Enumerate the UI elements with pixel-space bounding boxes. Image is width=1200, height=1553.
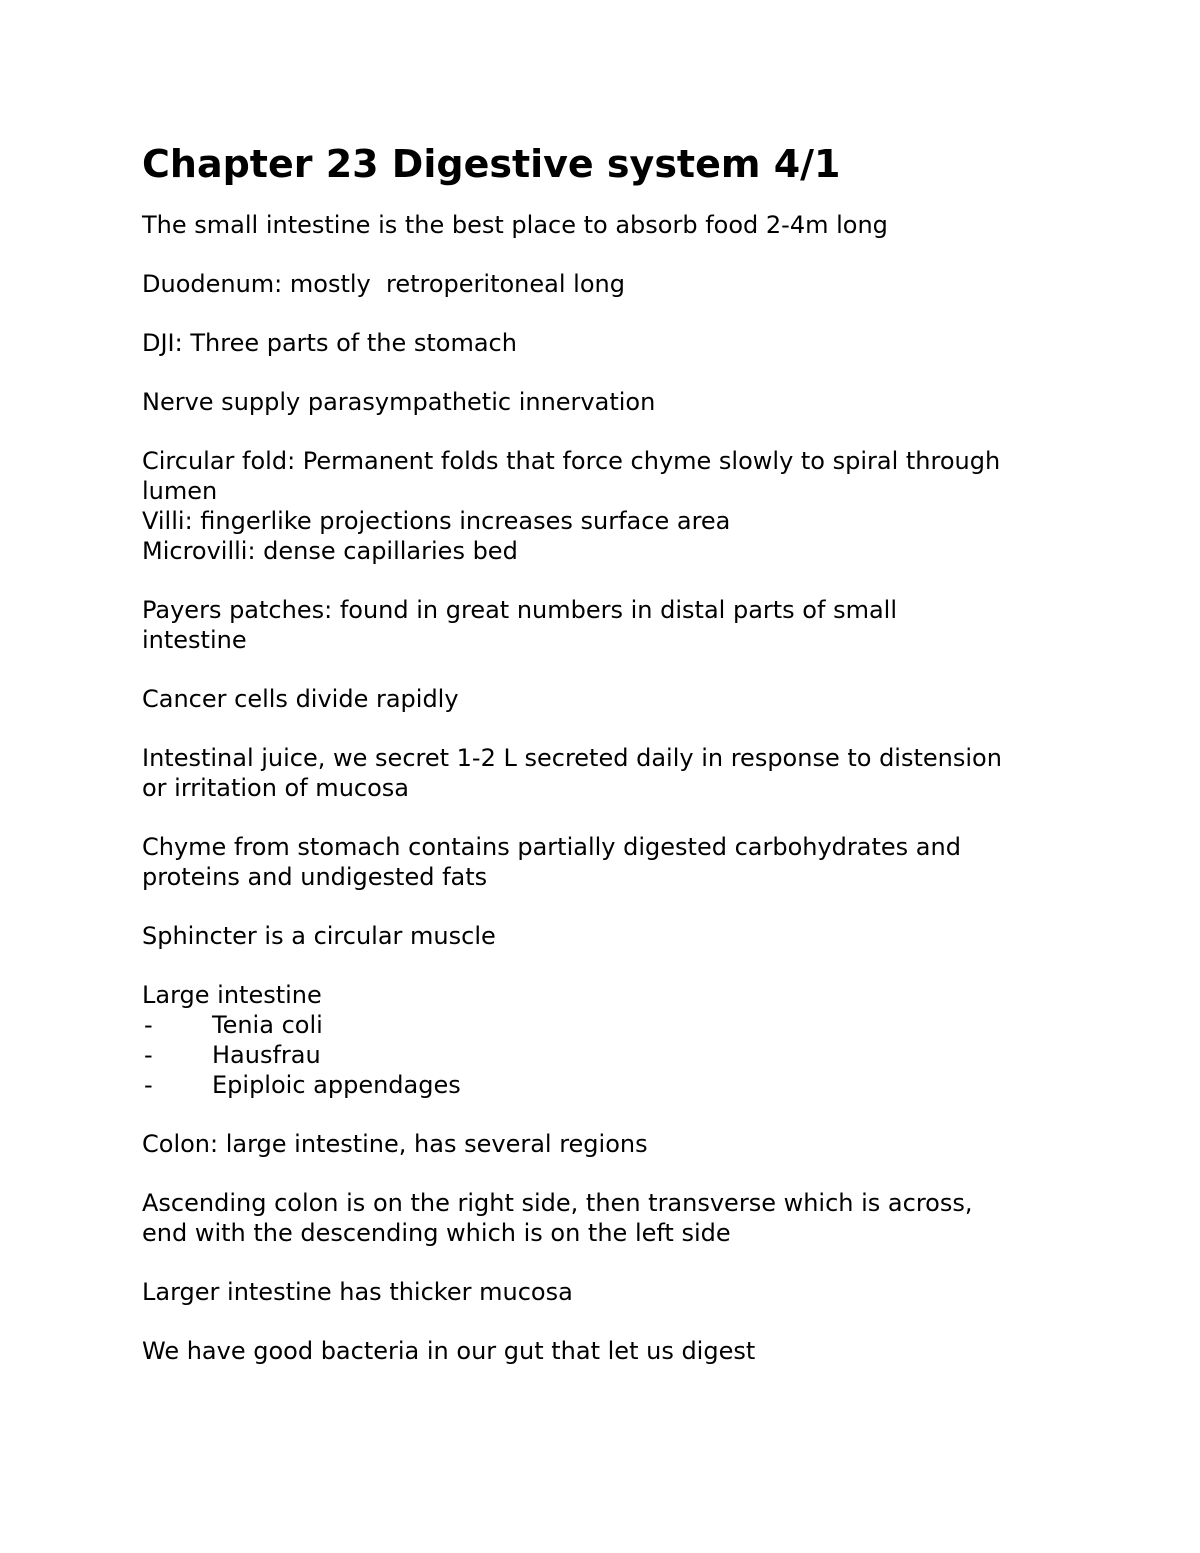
paragraph-cancer-cells: Cancer cells divide rapidly [142,685,459,713]
paragraph-chyme [142,832,1072,892]
document-body [142,140,1072,1395]
payers-line-2: intestine [142,626,247,654]
list-item [142,1040,1072,1070]
circular-fold-line-1: Circular fold: Permanent folds that force chyme slowly to spiral through [142,447,1001,475]
juice-line-2: or irritation of mucosa [142,774,409,802]
bullet-dash: - [144,1041,153,1069]
paragraph-sphincter: Sphincter is a circular muscle [142,922,496,950]
large-intestine-list [142,1010,1072,1100]
paragraph-good-bacteria: We have good bacteria in our gut that let us digest [142,1337,756,1365]
list-item [142,1070,1072,1100]
ascending-line-2: end with the descending which is on the left side [142,1219,731,1247]
paragraph-small-intestine: The small intestine is the best place to absorb food 2-4m long [142,211,888,239]
paragraph-duodenum: Duodenum: mostly retroperitoneal long [142,270,625,298]
large-intestine-heading: Large intestine [142,981,322,1009]
microvilli-line: Microvilli: dense capillaries bed [142,537,518,565]
paragraph-payers-patches [142,595,1072,655]
paragraph-intestinal-juice [142,743,1072,803]
paragraph-ascending-colon [142,1188,1072,1248]
payers-line-1: Payers patches: found in great numbers in distal parts of small [142,596,897,624]
paragraph-dji: DJI: Three parts of the stomach [142,329,517,357]
paragraph-colon: Colon: large intestine, has several regions [142,1130,648,1158]
bullet-dash: - [144,1071,153,1099]
list-item-text: Hausfrau [212,1041,321,1069]
paragraph-nerve-supply: Nerve supply parasympathetic innervation [142,388,656,416]
villi-line: Villi: fingerlike projections increases surface area [142,507,731,535]
chyme-line-2: proteins and undigested fats [142,863,488,891]
list-item [142,1010,1072,1040]
list-item-text: Epiploic appendages [212,1071,461,1099]
juice-line-1: Intestinal juice, we secret 1-2 L secreted daily in response to distension [142,744,1002,772]
paragraph-circular-fold [142,446,1072,566]
document-title: Chapter 23 Digestive system 4/1 [142,142,841,186]
paragraph-thicker-mucosa: Larger intestine has thicker mucosa [142,1278,573,1306]
chyme-line-1: Chyme from stomach contains partially digested carbohydrates and [142,833,961,861]
circular-fold-line-2: lumen [142,477,218,505]
list-item-text: Tenia coli [212,1011,323,1039]
ascending-line-1: Ascending colon is on the right side, then transverse which is across, [142,1189,973,1217]
bullet-dash: - [144,1011,153,1039]
